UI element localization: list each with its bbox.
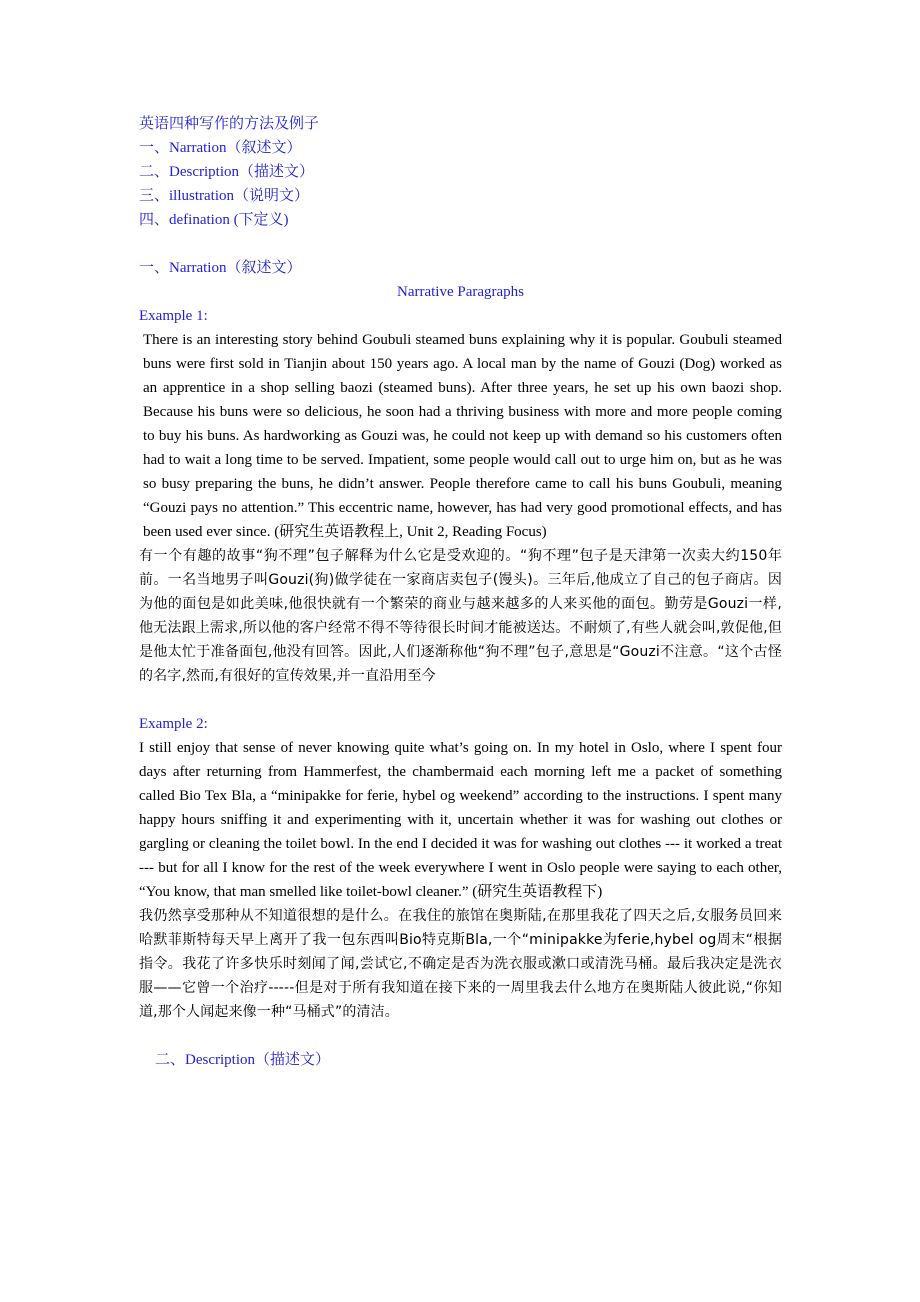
toc-item-narration: 一、Narration（叙述文） [139,140,302,156]
spacer [139,232,782,256]
example-1-english-paragraph: There is an interesting story behind Goubuli steamed buns explaining why it is popular. Goubuli steamed buns were first sold in Tianjin about 150 years ago. A local man by the name of Gouzi (Dog) worked as an apprentice in a shop selling baozi (steamed buns). After three years, he set up his own baozi shop. Because his buns were so delicious, he soon had a thriving business with more and more people coming to buy his buns. As hardworking as Gouzi was, he could not keep up with demand so his customers often had to wait a long time to be served. Impatient, some people would call out to urge him on, but as he was so busy preparing the buns, he didn’t answer. People therefore came to call his buns Goubuli, meaning “Gouzi pays no attention.” This eccentric name, however, has had very good promotional effects, and has been used ever since. (研究生英语教程上, Unit 2, Reading Focus) [143,332,782,540]
section-heading-narration: 一、Narration（叙述文） [139,260,302,276]
document-title: 英语四种写作的方法及例子 [139,116,320,132]
section-heading-description: 二、Description（描述文） [155,1052,330,1068]
spacer [139,1024,782,1048]
spacer [139,688,782,712]
document-page [139,112,782,1072]
toc-item-illustration: 三、illustration（说明文） [139,188,309,204]
example-2-chinese-paragraph: 我仍然享受那种从不知道很想的是什么。在我住的旅馆在奥斯陆,在那里我花了四天之后,女服务员回来哈默菲斯特每天早上离开了我一包东西叫Bio特克斯Bla,一个“minipakke为ferie,hybel og周末“根据指令。我花了许多快乐时刻闻了闻,尝试它,不确定是否为洗衣服或漱口或清洗马桶。最后我决定是洗衣服——它曾一个治疗-----但是对于所有我知道在接下来的一周里我去什么地方在奥斯陆人彼此说,“你知道,那个人闻起来像一种“马桶式”的清洁。 [139,908,782,1020]
example-2-label: Example 2: [139,716,208,732]
toc-item-definition: 四、defination (下定义) [139,212,289,228]
example-1-chinese-paragraph: 有一个有趣的故事“狗不理”包子解释为什么它是受欢迎的。“狗不理”包子是天津第一次卖大约150年前。一名当地男子叫Gouzi(狗)做学徒在一家商店卖包子(馒头)。三年后,他成立了自己的包子商店。因为他的面包是如此美味,他很快就有一个繁荣的商业与越来越多的人来买他的面包。勤劳是Gouzi一样,他无法跟上需求,所以他的客户经常不得不等待很长时间才能被送达。不耐烦了,有些人就会叫,敦促他,但是他太忙于准备面包,他没有回答。因此,人们逐渐称他“狗不理”包子,意思是“Gouzi不注意。“这个古怪的名字,然而,有很好的宣传效果,并一直沿用至今 [139,548,782,684]
example-1-label: Example 1: [139,308,208,324]
toc-item-description: 二、Description（描述文） [139,164,314,180]
section-subtitle: Narrative Paragraphs [396,284,525,300]
example-2-english-paragraph: I still enjoy that sense of never knowing quite what’s going on. In my hotel in Oslo, where I spent four days after returning from Hammerfest, the chambermaid each morning left me a packet of something called Bio Tex Bla, a “minipakke for ferie, hybel og weekend” according to the instructions. I spent many happy hours sniffing it and experimenting with it, uncertain whether it was for washing out clothes or gargling or cleaning the toilet bowl. In the end I decided it was for washing out clothes --- it worked a treat --- but for all I know for the rest of the week everywhere I went in Oslo people were saying to each other, “You know, that man smelled like toilet-bowl cleaner.” (研究生英语教程下) [139,740,782,900]
